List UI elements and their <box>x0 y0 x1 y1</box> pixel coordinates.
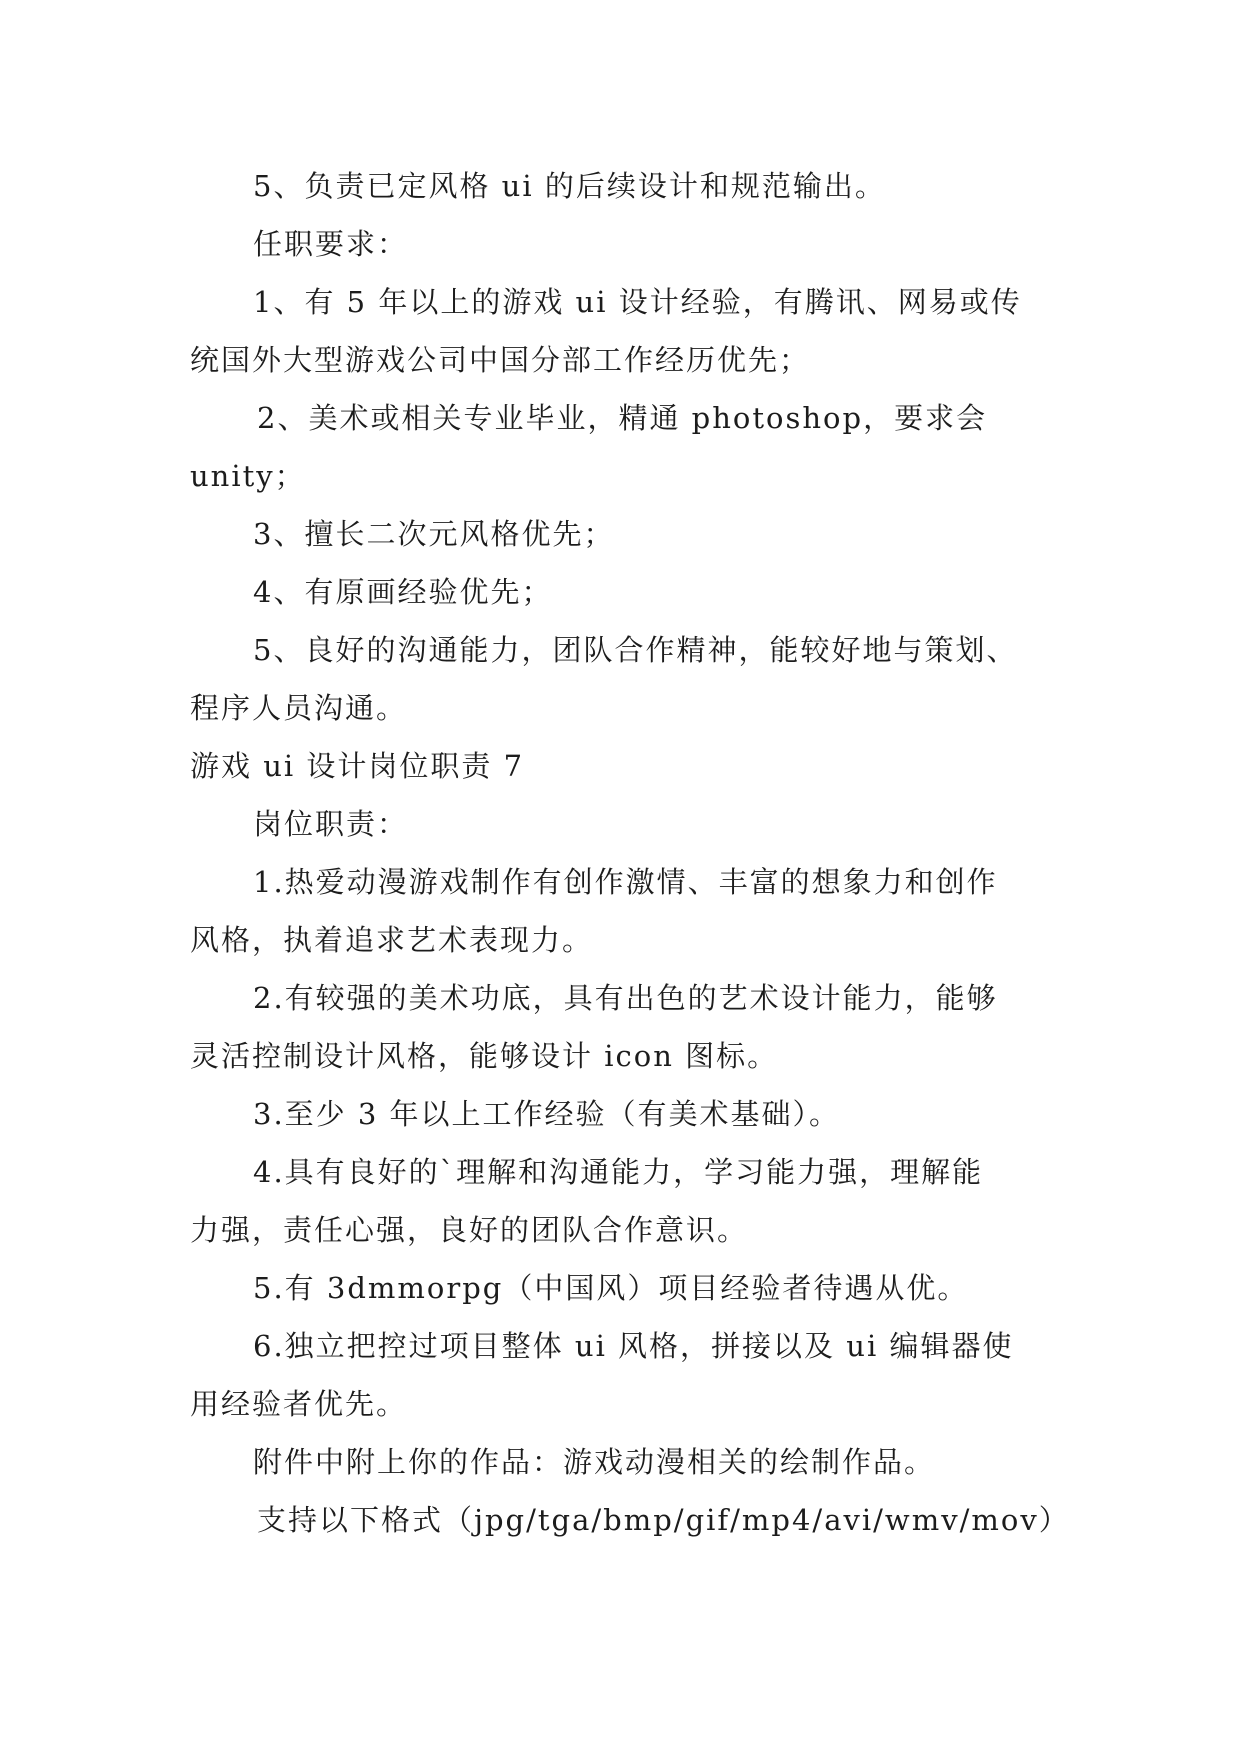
requirement-2-line-2: unity； <box>190 459 306 493</box>
requirement-3: 3、擅长二次元风格优先； <box>253 517 615 551</box>
requirement-5-line-1: 5、良好的沟通能力，团队合作精神，能较好地与策划、 <box>253 633 1018 667</box>
duty-4-line-1: 4.具有良好的`理解和沟通能力，学习能力强，理解能 <box>253 1155 984 1189</box>
requirement-4: 4、有原画经验优先； <box>253 575 553 609</box>
duty-6-line-2: 用经验者优先。 <box>190 1387 408 1421</box>
duty-item-5: 5、负责已定风格 ui 的后续设计和规范输出。 <box>253 169 886 203</box>
duty-3: 3.至少 3 年以上工作经验（有美术基础）。 <box>253 1097 841 1131</box>
requirement-1-line-2: 统国外大型游戏公司中国分部工作经历优先； <box>190 343 811 377</box>
duty-2-line-2: 灵活控制设计风格，能够设计 icon 图标。 <box>190 1039 779 1073</box>
requirement-5-line-2: 程序人员沟通。 <box>190 691 408 725</box>
section-title: 游戏 ui 设计岗位职责 7 <box>190 749 525 783</box>
duty-1-line-2: 风格，执着追求艺术表现力。 <box>190 923 594 957</box>
duty-4-line-2: 力强，责任心强，良好的团队合作意识。 <box>190 1213 749 1247</box>
duty-5: 5.有 3dmmorpg（中国风）项目经验者待遇从优。 <box>253 1271 969 1305</box>
attachment-note: 附件中附上你的作品：游戏动漫相关的绘制作品。 <box>253 1445 936 1479</box>
duty-6-line-1: 6.独立把控过项目整体 ui 风格，拼接以及 ui 编辑器使 <box>253 1329 1014 1363</box>
duty-1-line-1: 1.热爱动漫游戏制作有创作激情、丰富的想象力和创作 <box>253 865 998 899</box>
requirements-heading: 任职要求： <box>253 227 409 261</box>
duties-heading: 岗位职责： <box>253 807 409 841</box>
requirement-2-line-1: 2、美术或相关专业毕业，精通 photoshop，要求会 <box>257 401 988 435</box>
duty-2-line-1: 2.有较强的美术功底，具有出色的艺术设计能力，能够 <box>253 981 998 1015</box>
supported-formats: 支持以下格式（jpg/tga/bmp/gif/mp4/avi/wmv/mov） <box>257 1503 1070 1537</box>
requirement-1-line-1: 1、有 5 年以上的游戏 ui 设计经验，有腾讯、网易或传 <box>253 285 1022 319</box>
